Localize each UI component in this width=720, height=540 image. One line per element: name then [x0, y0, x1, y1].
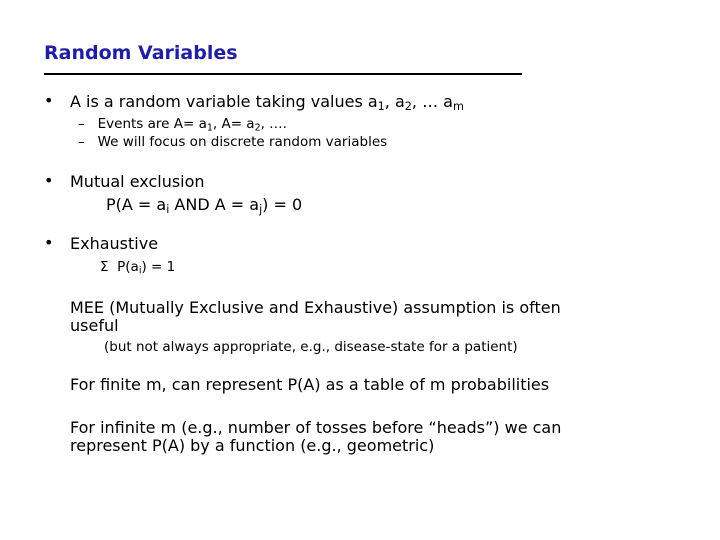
slide-title: Random Variables [44, 42, 238, 64]
sigma-symbol: Σ [100, 259, 109, 275]
bullet-exhaustive: Exhaustive [70, 234, 159, 253]
exhaustive-formula: Σ $P(a_i) = 1$ [100, 259, 176, 277]
mee-line-2: useful [70, 316, 119, 335]
subitem-events: – Events are $A= a_1$, $A= a_2$, …. [78, 116, 287, 134]
subitem-discrete: – We will focus on discrete random variables [78, 134, 388, 150]
mee-line-1: MEE (Mutually Exclusive and Exhaustive) assumption is often [70, 298, 561, 317]
bullet-marker-1: • [44, 91, 54, 110]
bullet-mutual-exclusion: Mutual exclusion [70, 172, 205, 191]
infinite-m-line-2: represent P(A) by a function (e.g., geometric) [70, 436, 435, 455]
finite-m-text: For finite m, can represent P(A) as a table of m probabilities [70, 375, 550, 394]
bullet-marker-2: • [44, 171, 54, 190]
bullet-random-variable: A is a random variable taking values $a_1$, $a_2$, … $a_m$ [70, 92, 464, 113]
mutual-exclusion-formula: $P(A = a_i$ AND $A = a_j) = 0$ [106, 195, 303, 216]
title-underline [44, 73, 522, 75]
mee-note: (but not always appropriate, e.g., disease-state for a patient) [104, 339, 518, 355]
infinite-m-line-1: For infinite m (e.g., number of tosses before “heads”) we can [70, 418, 562, 437]
bullet-marker-3: • [44, 233, 54, 252]
